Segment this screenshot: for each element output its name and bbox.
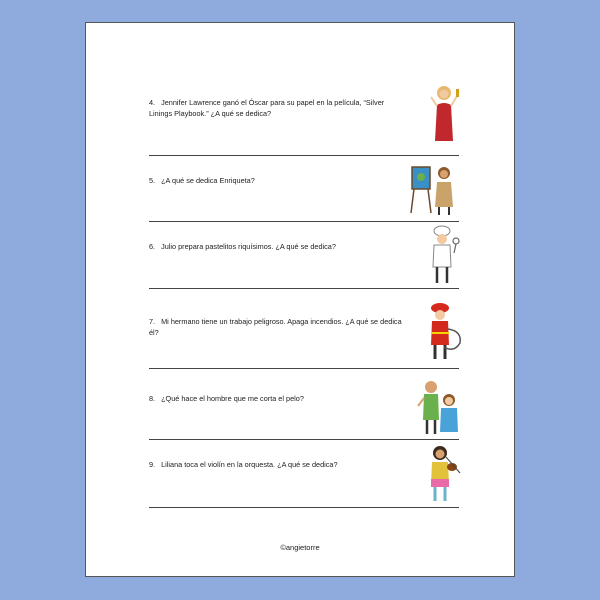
actress-icon [426,83,462,145]
barber-icon [416,378,462,438]
painter-icon [408,163,460,217]
violinist-icon [424,443,464,505]
question-9: 9. Liliana toca el violín en la orquesta. ¿A qué se dedica? [149,460,338,469]
question-8: 8. ¿Qué hace el hombre que me corta el pelo? [149,394,304,403]
question-7: 7. Mi hermano tiene un trabajo peligroso. Apaga incendios. ¿A qué se dedica él? [149,317,402,337]
answer-line-9[interactable] [149,507,459,508]
question-5: 5. ¿A qué se dedica Enriqueta? [149,176,255,185]
answer-line-6[interactable] [149,288,459,289]
worksheet-page [85,22,515,577]
firefighter-icon [424,301,466,361]
question-6: 6. Julio prepara pastelitos riquísimos. ¿A qué se dedica? [149,242,336,251]
answer-line-7[interactable] [149,368,459,369]
copyright-footer: ©angietorre [280,543,320,552]
answer-line-4[interactable] [149,155,459,156]
question-4: 4. Jennifer Lawrence ganó el Óscar para su papel en la película, “Silver Linings Playbook.” ¿A qué se dedica? [149,98,385,118]
baker-icon [426,225,462,285]
answer-line-5[interactable] [149,221,459,222]
answer-line-8[interactable] [149,439,459,440]
